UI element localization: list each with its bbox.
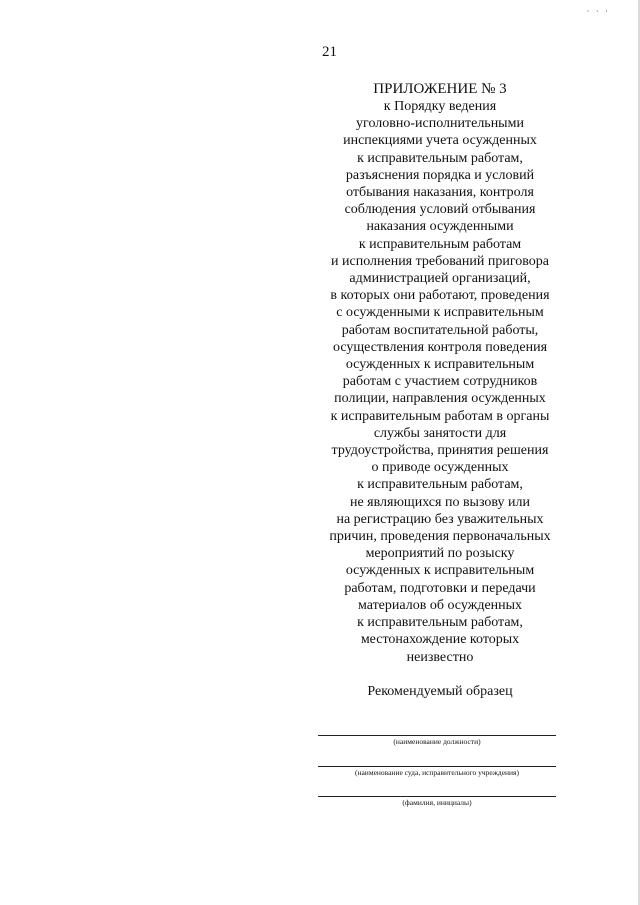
appendix-line: работам с участием сотрудников bbox=[342, 374, 538, 390]
appendix-line: разъяснения порядка и условий bbox=[345, 167, 535, 183]
appendix-line: службы занятости для bbox=[373, 425, 507, 441]
appendix-line: в которых они работают, проведения bbox=[330, 288, 550, 304]
corner-mark: · · · bbox=[586, 6, 610, 16]
appendix-line: о приводе осужденных bbox=[371, 460, 509, 476]
appendix-line: к исправительным работам bbox=[358, 236, 522, 252]
appendix-line: соблюдения условий отбывания bbox=[344, 202, 536, 218]
appendix-line: к Порядку ведения bbox=[383, 99, 497, 114]
appendix-line: работам воспитательной работы, bbox=[341, 322, 539, 338]
appendix-line: отбывания наказания, контроля bbox=[346, 185, 534, 201]
appendix-line: администрацией организаций, bbox=[349, 271, 531, 287]
appendix-heading: ПРИЛОЖЕНИЕ № 3 bbox=[373, 81, 507, 97]
appendix-line: работам, подготовки и передачи bbox=[344, 580, 536, 596]
appendix-line: осуществления контроля поведения bbox=[332, 339, 548, 355]
appendix-line: уголовно-исполнительными bbox=[356, 116, 524, 132]
appendix-block bbox=[300, 80, 580, 666]
sample-label: Рекомендуемый образец bbox=[367, 684, 513, 699]
field-caption: (наименование должности) bbox=[393, 737, 481, 746]
field-caption: (фамилия, инициалы) bbox=[402, 798, 472, 807]
appendix-line: мероприятий по розыску bbox=[365, 546, 515, 562]
appendix-line: к исправительным работам, bbox=[357, 615, 523, 631]
signature-line bbox=[318, 796, 556, 797]
signature-line bbox=[318, 766, 556, 767]
appendix-line: на регистрацию без уважительных bbox=[336, 511, 544, 527]
appendix-line: инспекциями учета осужденных bbox=[343, 133, 537, 149]
page-number: 21 bbox=[322, 44, 337, 60]
court-field bbox=[318, 766, 556, 777]
appendix-line: к исправительным работам в органы bbox=[330, 408, 550, 424]
appendix-line: к исправительным работам, bbox=[357, 150, 523, 166]
appendix-line: трудоустройства, принятия решения bbox=[331, 443, 549, 459]
appendix-line: осужденных к исправительным bbox=[345, 357, 535, 373]
appendix-line: неизвестно bbox=[406, 649, 474, 665]
appendix-line: осужденных к исправительным bbox=[345, 563, 535, 579]
position-field bbox=[318, 735, 556, 746]
appendix-line: не являющихся по вызову или bbox=[349, 494, 531, 510]
appendix-line: к исправительным работам, bbox=[357, 477, 523, 493]
appendix-line: и исполнения требований приговора bbox=[331, 253, 549, 269]
appendix-line: наказания осужденными bbox=[366, 219, 514, 235]
appendix-line: полиции, направления осужденных bbox=[334, 391, 546, 407]
name-field bbox=[318, 796, 556, 807]
appendix-line: с осужденными к исправительным bbox=[336, 305, 544, 321]
signature-line bbox=[318, 735, 556, 736]
appendix-line: материалов об осужденных bbox=[357, 597, 523, 613]
appendix-line: причин, проведения первоначальных bbox=[329, 529, 551, 545]
appendix-line: местонахождение которых bbox=[360, 632, 520, 648]
field-caption: (наименование суда, исправительного учреждения) bbox=[354, 768, 520, 777]
